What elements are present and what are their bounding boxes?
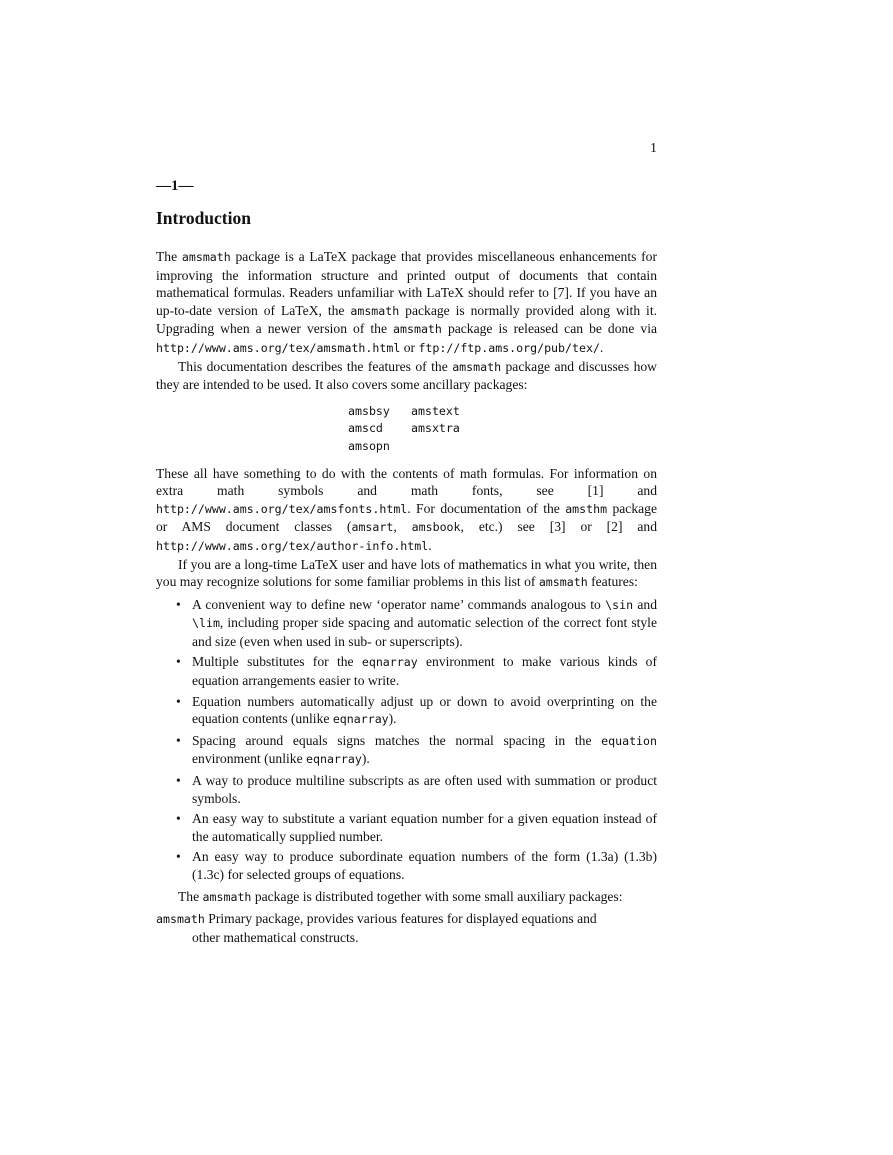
text: Spacing around equals signs matches the normal spacing in the xyxy=(192,732,602,748)
text: If you are a long-time LaTeX user and have lots of mathematics in what you write, then you may recognize solutions for some familiar problems in this list of xyxy=(156,556,657,590)
text: package is normally provided along with it. Upgrading when a newer version of the xyxy=(156,302,657,337)
code: eqnarray xyxy=(306,752,362,767)
text: The xyxy=(156,249,182,264)
text: A convenient way to define new ‘operator name’ commands analogous to xyxy=(192,596,606,612)
section-heading: Introduction xyxy=(156,208,251,228)
list-item xyxy=(156,810,657,845)
text: . xyxy=(599,339,604,355)
text: environment (unlike xyxy=(192,751,307,767)
package-name: amscd xyxy=(348,421,383,436)
code: \lim xyxy=(192,616,220,631)
list-item xyxy=(156,653,657,689)
code: amsmath xyxy=(538,575,588,590)
text: and xyxy=(633,596,658,612)
text: , etc.) see [3] or [2] and xyxy=(460,519,658,535)
text: This documentation describes the features of the xyxy=(178,358,453,374)
list-item xyxy=(156,596,657,651)
package-name: amstext xyxy=(411,403,460,418)
url-link[interactable]: http://www.ams.org/tex/amsmath.html xyxy=(156,340,401,355)
text: features: xyxy=(587,574,638,590)
code: amsmath xyxy=(181,250,231,264)
text: package or AMS document classes ( xyxy=(156,500,657,535)
code: amsmath xyxy=(393,322,442,337)
paragraph-intro xyxy=(156,248,657,358)
text: An easy way to produce subordinate equation numbers of the form (1.3a) (1.3b) (1.3c) for selected groups of equations. xyxy=(192,849,657,882)
url-link[interactable]: http://www.ams.org/tex/amsfonts.html xyxy=(156,501,408,516)
text: . For documentation of the xyxy=(407,500,566,516)
paragraph-documentation xyxy=(156,358,657,394)
url-link[interactable]: http://www.ams.org/tex/author-info.html xyxy=(156,538,429,553)
definition-text-continued: other mathematical constructs. xyxy=(192,929,359,945)
definition-item xyxy=(156,910,657,946)
url-link[interactable]: ftp://ftp.ams.org/pub/tex/ xyxy=(418,340,600,355)
text: or xyxy=(400,339,419,355)
code: amsmath xyxy=(202,889,252,904)
text: Equation numbers automatically adjust up or down to avoid overprinting on the equation contents (unlike xyxy=(192,693,657,727)
code: eqnarray xyxy=(361,655,418,670)
list-item xyxy=(156,693,657,729)
text: The xyxy=(178,888,203,904)
definition-term: amsmath xyxy=(156,912,205,927)
list-item xyxy=(156,772,657,807)
text: environment to make various kinds of equation arrangements easier to write. xyxy=(192,654,657,689)
text: package is distributed together with some small auxiliary packages: xyxy=(251,888,623,904)
text: , xyxy=(393,519,412,535)
code: amsart xyxy=(351,520,394,535)
code: eqnarray xyxy=(332,712,389,727)
code: amsthm xyxy=(565,501,608,516)
body-text xyxy=(156,248,657,946)
text: ). xyxy=(388,711,397,727)
text: . xyxy=(428,537,432,553)
code: amsmath xyxy=(350,303,400,318)
text: ). xyxy=(361,751,370,767)
text: package is released can be done via xyxy=(441,321,657,337)
list-item xyxy=(156,848,657,883)
package-name xyxy=(411,438,491,456)
paragraph-distribution xyxy=(156,888,657,907)
text: package and discusses how they are intended to be used. It also covers some ancillary packages: xyxy=(156,358,657,393)
list-item xyxy=(156,732,657,769)
text: These all have something to do with the contents of math formulas. For information on extra math symbols and math fonts, see [1] and xyxy=(156,465,657,499)
package-name: amsxtra xyxy=(411,421,460,436)
definition-text: Primary package, provides various features for displayed equations and xyxy=(204,911,597,927)
package-name: amsopn xyxy=(348,438,390,453)
code: equation xyxy=(601,733,657,748)
code: amsmath xyxy=(452,359,502,374)
chapter-marker: —1— xyxy=(156,178,194,194)
feature-list xyxy=(156,596,657,884)
paragraph-fonts xyxy=(156,465,657,556)
text: An easy way to substitute a variant equation number for a given equation instead of the automatically supplied number. xyxy=(192,811,657,844)
text: A way to produce multiline subscripts as are often used with summation or product symbols. xyxy=(192,773,657,806)
page-number: 1 xyxy=(650,141,657,156)
code: \sin xyxy=(605,597,634,612)
paragraph-features xyxy=(156,556,657,592)
text: package is a LaTeX package that provides miscellaneous enhancements for improving the information structure and printed output of documents that contain mathematical formulas. Readers unfamiliar with LaTeX should refer to [7]. If you have an up-to-date version of LaTeX, the xyxy=(156,249,657,318)
package-table xyxy=(348,403,657,456)
text: , including proper side spacing and automatic selection of the correct font style and size (even when used in sub- or superscripts). xyxy=(192,615,657,649)
code: amsbook xyxy=(411,520,461,535)
package-name: amsbsy xyxy=(348,403,390,418)
text: Multiple substitutes for the xyxy=(192,654,362,670)
